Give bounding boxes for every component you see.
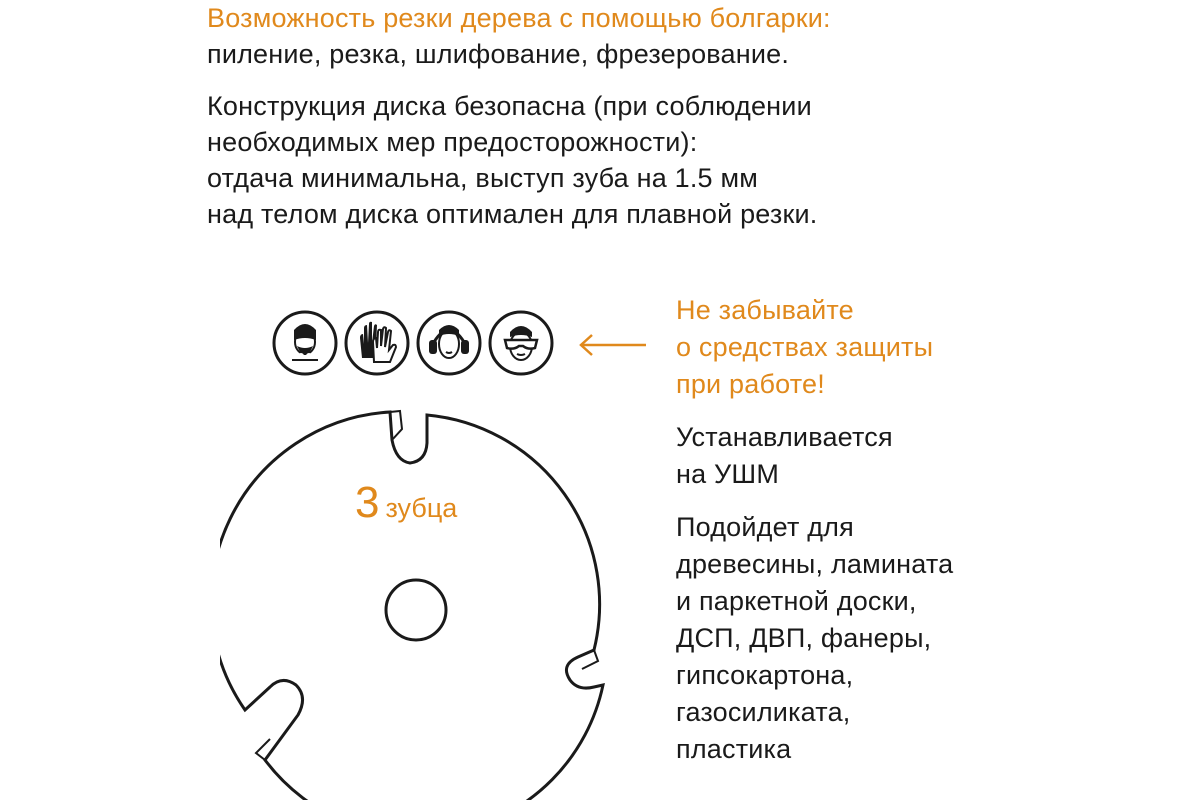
intro-text bbox=[207, 0, 831, 72]
gloves-icon bbox=[344, 310, 410, 376]
reminder-line: о средствах защиты bbox=[676, 332, 934, 362]
arrow-left-icon bbox=[578, 332, 648, 358]
ear-protection-icon bbox=[416, 310, 482, 376]
materials-list bbox=[676, 509, 953, 768]
materials-line: ДСП, ДВП, фанеры, bbox=[676, 623, 932, 653]
disc-center-hole bbox=[386, 580, 446, 640]
teeth-count-label bbox=[355, 478, 457, 533]
safety-glasses-icon bbox=[488, 310, 554, 376]
reminder-line: Не забывайте bbox=[676, 295, 854, 325]
safety-reminder bbox=[676, 292, 933, 403]
disc-outline bbox=[220, 412, 603, 800]
construction-line: Конструкция диска безопасна (при соблюдении bbox=[207, 91, 812, 121]
construction-line: отдача минимальна, выступ зуба на 1.5 мм bbox=[207, 163, 758, 193]
intro-operations: пиление, резка, шлифование, фрезерование. bbox=[207, 39, 790, 69]
ppe-icons-row bbox=[272, 310, 554, 380]
construction-line: над телом диска оптимален для плавной резки. bbox=[207, 199, 818, 229]
install-info bbox=[676, 419, 893, 493]
construction-text bbox=[207, 88, 818, 232]
materials-line: гипсокартона, bbox=[676, 660, 854, 690]
install-line: на УШМ bbox=[676, 459, 780, 489]
teeth-count: 3 bbox=[355, 478, 380, 527]
respirator-icon bbox=[272, 310, 338, 376]
materials-line: пластика bbox=[676, 734, 792, 764]
saw-disc-diagram bbox=[220, 395, 640, 800]
construction-line: необходимых мер предосторожности): bbox=[207, 127, 698, 157]
materials-line: газосиликата, bbox=[676, 697, 851, 727]
reminder-line: при работе! bbox=[676, 369, 825, 399]
materials-line: древесины, ламината bbox=[676, 549, 954, 579]
intro-heading: Возможность резки дерева с помощью болгарки: bbox=[207, 3, 831, 33]
teeth-word: зубца bbox=[385, 493, 458, 523]
materials-line: Подойдет для bbox=[676, 512, 854, 542]
install-line: Устанавливается bbox=[676, 422, 893, 452]
materials-line: и паркетной доски, bbox=[676, 586, 917, 616]
